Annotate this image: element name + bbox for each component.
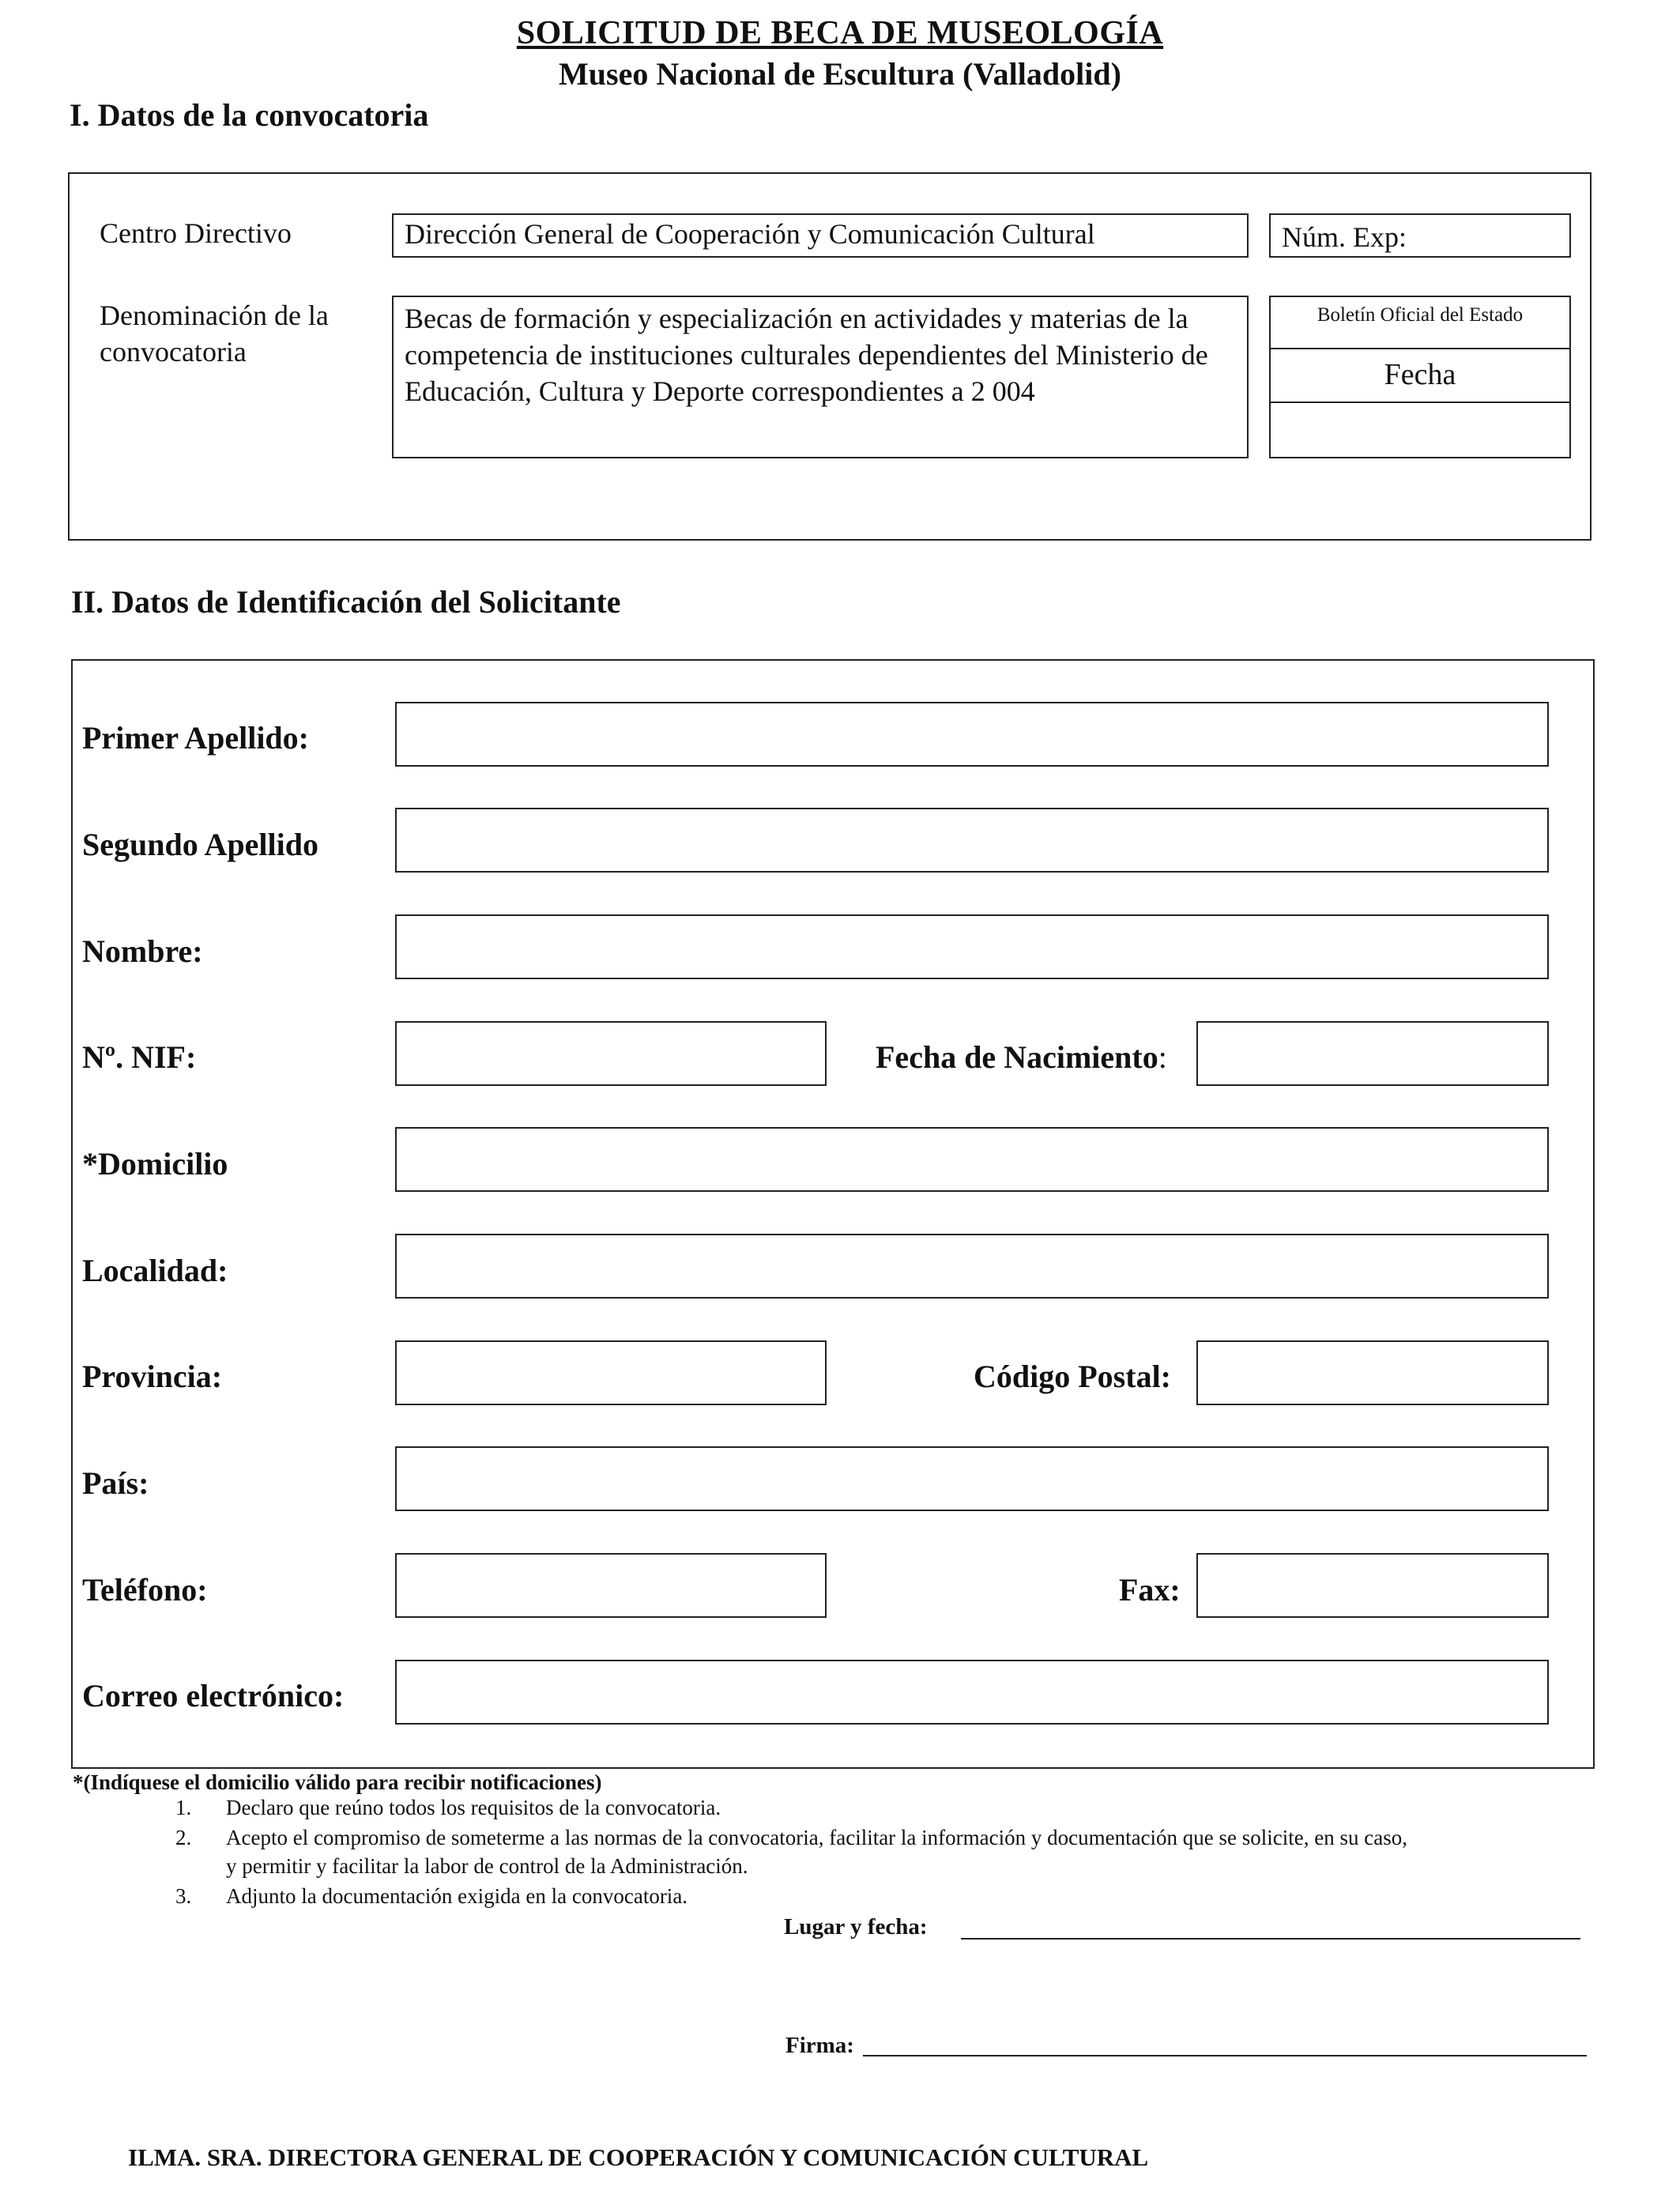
declaration-1-num: 1.	[175, 1796, 192, 1819]
localidad-label: Localidad:	[82, 1253, 228, 1288]
fecha-nacimiento-input[interactable]	[1196, 1021, 1549, 1086]
declaration-2-text-cont: y permitir y facilitar la labor de control de la Administración.	[226, 1854, 748, 1878]
denominacion-field[interactable]: Becas de formación y especialización en actividades y materias de la competencia de instituciones culturales dependientes del Ministerio de Educación, Cultura y Deporte correspondientes a 2 004	[392, 296, 1249, 458]
declaration-3-num: 3.	[175, 1884, 192, 1908]
pais-input[interactable]	[395, 1446, 1549, 1511]
domicilio-label: *Domicilio	[82, 1146, 228, 1182]
centro-directivo-field[interactable]: Dirección General de Cooperación y Comunicación Cultural	[392, 213, 1249, 258]
lugar-fecha-line[interactable]	[961, 1938, 1580, 1940]
form-subtitle: Museo Nacional de Escultura (Valladolid)	[559, 56, 1121, 92]
primer-apellido-label: Primer Apellido:	[82, 720, 309, 756]
domicilio-footnote: *(Indíquese el domicilio válido para recibir notificaciones)	[73, 1770, 602, 1794]
denominacion-label-line2: convocatoria	[100, 336, 247, 368]
boe-divider-1	[1269, 348, 1571, 349]
correo-label: Correo electrónico:	[82, 1678, 345, 1713]
localidad-input[interactable]	[395, 1234, 1549, 1299]
section-2-heading: II. Datos de Identificación del Solicitante	[71, 584, 621, 620]
segundo-apellido-input[interactable]	[395, 808, 1549, 873]
declaration-3-text: Adjunto la documentación exigida en la convocatoria.	[226, 1884, 688, 1908]
boe-fecha-field[interactable]	[1271, 403, 1569, 457]
section-1-heading: I. Datos de la convocatoria	[70, 97, 429, 133]
provincia-input[interactable]	[395, 1340, 827, 1405]
telefono-label: Teléfono:	[82, 1572, 208, 1608]
provincia-label: Provincia:	[82, 1359, 223, 1394]
num-exp-field[interactable]: Núm. Exp:	[1269, 213, 1571, 258]
nombre-label: Nombre:	[82, 933, 203, 969]
nif-label: Nº. NIF:	[82, 1039, 197, 1075]
correo-input[interactable]	[395, 1660, 1549, 1725]
telefono-input[interactable]	[395, 1553, 827, 1618]
addressee: ILMA. SRA. DIRECTORA GENERAL DE COOPERACIÓN Y COMUNICACIÓN CULTURAL	[128, 2143, 1149, 2171]
fecha-nacimiento-colon: :	[1158, 1039, 1167, 1075]
fecha-nacimiento-label-group	[876, 1039, 1167, 1076]
fax-input[interactable]	[1196, 1553, 1549, 1618]
domicilio-input[interactable]	[395, 1127, 1549, 1192]
declaration-1-text: Declaro que reúno todos los requisitos de la convocatoria.	[226, 1796, 721, 1819]
primer-apellido-input[interactable]	[395, 702, 1549, 767]
fecha-nacimiento-label: Fecha de Nacimiento	[876, 1039, 1158, 1075]
pais-label: País:	[82, 1465, 149, 1501]
firma-label: Firma:	[785, 2033, 854, 2058]
fax-label: Fax:	[1119, 1572, 1181, 1608]
codigo-postal-input[interactable]	[1196, 1340, 1549, 1405]
nif-input[interactable]	[395, 1021, 827, 1086]
centro-directivo-label: Centro Directivo	[100, 217, 292, 249]
firma-line[interactable]	[863, 2055, 1587, 2056]
codigo-postal-label: Código Postal:	[974, 1359, 1171, 1394]
declaration-2-text: Acepto el compromiso de someterme a las normas de la convocatoria, facilitar la información y documentación que se solicite, en su caso,	[226, 1826, 1407, 1849]
form-title: SOLICITUD DE BECA DE MUSEOLOGÍA	[516, 15, 1164, 51]
boe-label: Boletín Oficial del Estado	[1317, 304, 1524, 326]
boe-fecha-label: Fecha	[1384, 358, 1456, 391]
declaration-2-num: 2.	[175, 1826, 192, 1849]
denominacion-label-line1: Denominación de la	[100, 300, 329, 331]
segundo-apellido-label: Segundo Apellido	[82, 827, 319, 862]
lugar-fecha-label: Lugar y fecha:	[784, 1914, 928, 1940]
nombre-input[interactable]	[395, 914, 1549, 979]
